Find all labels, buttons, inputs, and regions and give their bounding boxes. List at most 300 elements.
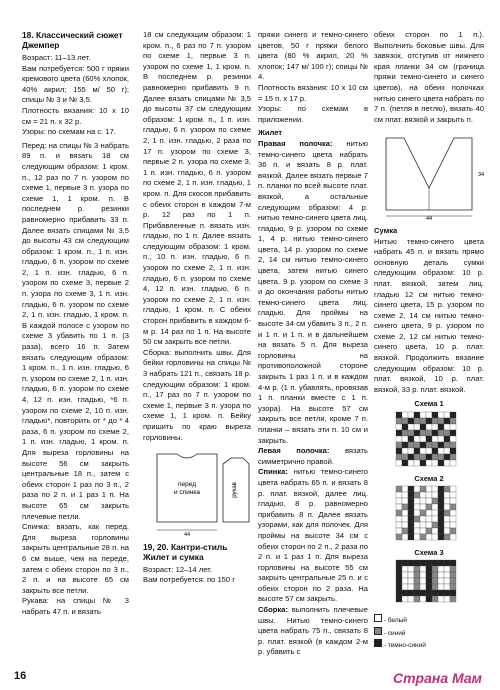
grid-cell: [450, 510, 456, 516]
grid-cell: [438, 424, 444, 430]
grid-cell: [426, 430, 432, 436]
grid-cell: [420, 486, 426, 492]
grid-cell: [426, 566, 432, 572]
grid-cell: [426, 522, 432, 528]
grid-cell: [414, 486, 420, 492]
grid-cell: [414, 454, 420, 460]
grid-cell: [438, 504, 444, 510]
grid-cell: [432, 412, 438, 418]
grid-cell: [408, 418, 414, 424]
grid-cell: [438, 596, 444, 602]
grid-cell: [414, 510, 420, 516]
grid-cell: [450, 534, 456, 540]
grid-cell: [408, 492, 414, 498]
grid-cell: [420, 578, 426, 584]
grid-cell: [432, 486, 438, 492]
grid-cell: [396, 534, 402, 540]
assembly-title: Сборка:: [258, 605, 288, 615]
grid-cell: [438, 578, 444, 584]
grid-cell: [438, 442, 444, 448]
grid-cell: [444, 522, 450, 528]
grid-cell: [450, 572, 456, 578]
grid-cell: [414, 516, 420, 522]
grid-cell: [396, 460, 402, 466]
grid-cell: [420, 454, 426, 460]
grid-cell: [414, 430, 420, 436]
grid-cell: [408, 498, 414, 504]
grid-cell: [444, 492, 450, 498]
grid-cell: [420, 566, 426, 572]
grid-cell: [408, 504, 414, 510]
grid-cell: [444, 460, 450, 466]
grid-cell: [438, 566, 444, 572]
grid-cell: [450, 454, 456, 460]
grid-cell: [408, 424, 414, 430]
grid-cell: [402, 528, 408, 534]
grid-cell: [444, 572, 450, 578]
grid-cell: [450, 460, 456, 466]
grid-cell: [408, 516, 414, 522]
grid-cell: [426, 498, 432, 504]
assembly: Сборка: выполнить швы. Для бейки горловины на спицы № 3 набрать 121 п., связать 18 р. следующим образом: 1 кром. п., 17 раз по 7 п. узором по схеме 1, первые 3 п. узора по схеме 1, 1 кром. п. Бейку пришить по краю выреза горловины.: [143, 347, 251, 442]
grid-cell: [444, 596, 450, 602]
grid-cell: [414, 596, 420, 602]
grid-cell: [414, 460, 420, 466]
grid-cell: [420, 590, 426, 596]
grid-cell: [438, 418, 444, 424]
scheme-1-label: Схема 1: [414, 399, 444, 409]
grid-cell: [402, 424, 408, 430]
grid-cell: [438, 534, 444, 540]
grid-cell: [438, 430, 444, 436]
grid-cell: [432, 424, 438, 430]
legend-white: - белый: [374, 614, 484, 627]
grid-cell: [444, 590, 450, 596]
grid-cell: [450, 504, 456, 510]
grid-cell: [450, 418, 456, 424]
grid-cell: [396, 522, 402, 528]
legend-darkblue: - темно-синий: [374, 639, 484, 652]
grid-cell: [444, 430, 450, 436]
grid-cell: [396, 442, 402, 448]
assembly-2: выполнить плечевые швы. Нитью темно-синего цвета набрать 75 п., связать 8 р. плат. вязкой (в каждом 2-м р. убавить с: [258, 605, 368, 657]
grid-cell: [426, 460, 432, 466]
grid-cell: [396, 578, 402, 584]
grid-cell: [414, 560, 420, 566]
grid-cell: [402, 560, 408, 566]
grid-cell: [414, 442, 420, 448]
back-title: Спинка:: [258, 467, 288, 477]
column-3: [258, 30, 368, 658]
grid-cell: [414, 522, 420, 528]
grid-cell: [438, 528, 444, 534]
grid-cell: [444, 528, 450, 534]
grid-cell: [396, 528, 402, 534]
grid-cell: [414, 590, 420, 596]
grid-cell: [450, 436, 456, 442]
grid-cell: [420, 522, 426, 528]
grid-cell: [420, 498, 426, 504]
vest-schematic: [374, 128, 484, 220]
watermark: Страна Мам: [392, 670, 482, 686]
legend: [374, 614, 484, 652]
bag-text: Нитью темно-синего цвета набрать 45 п. и вязать прямо основную деталь сумки следующим образом: 10 р. плат. вязкой, затем лиц. гладью 12 см нитью темно-синего цвета, 15 р. узором по схеме 2, 14 см нитью темно-синего цвета, 9 р. узором по схеме 2, 12 см нитью темно-синего цвета, 10 р. плат. вязкой. Продолжить вязание следующим образом: 10 р. плат. вязкой, 10 р. плат. вязкой, 33 р. плат. вязкой.: [374, 236, 484, 394]
grid-cell: [420, 560, 426, 566]
grid-cell: [414, 436, 420, 442]
grid-cell: [450, 412, 456, 418]
grid-cell: [426, 436, 432, 442]
grid-cell: [402, 584, 408, 590]
grid-cell: [432, 596, 438, 602]
grid-cell: [426, 492, 432, 498]
grid-cell: [402, 510, 408, 516]
grid-cell: [414, 412, 420, 418]
grid-cell: [438, 412, 444, 418]
grid-cell: [414, 534, 420, 540]
grid-cell: [408, 460, 414, 466]
legend-blue: - синий: [374, 627, 484, 640]
grid-cell: [444, 442, 450, 448]
grid-cell: [450, 578, 456, 584]
grid-cell: [402, 504, 408, 510]
vest-title: Жилет: [258, 128, 283, 138]
grid-cell: [420, 492, 426, 498]
grid-cell: [426, 534, 432, 540]
grid-cell: [432, 504, 438, 510]
grid-cell: [444, 412, 450, 418]
column-4: [374, 30, 484, 652]
grid-cell: [402, 430, 408, 436]
grid-cell: [444, 578, 450, 584]
grid-cell: [438, 584, 444, 590]
grid-cell: [414, 572, 420, 578]
grid-cell: [438, 498, 444, 504]
grid-cell: [396, 504, 402, 510]
grid-cell: [396, 584, 402, 590]
grid-cell: [432, 510, 438, 516]
grid-cell: [444, 584, 450, 590]
grid-cell: [396, 510, 402, 516]
grid-cell: [438, 448, 444, 454]
column-2: [143, 30, 251, 586]
grid-cell: [432, 454, 438, 460]
density-2: Плотность вязания: 10 x 10 см = 15 п. x 17 р.: [258, 82, 368, 103]
diagram-front-label: перед: [177, 481, 197, 489]
grid-cell: [420, 584, 426, 590]
diagram-sleeve-label: рукав: [232, 482, 238, 498]
grid-cell: [396, 436, 402, 442]
grid-cell: [396, 516, 402, 522]
grid-cell: [402, 572, 408, 578]
grid-cell: [396, 590, 402, 596]
grid-cell: [444, 436, 450, 442]
grid-cell: [450, 430, 456, 436]
ties-text: обеих сторон по 1 п.). Выполнить боковые швы. Для завязок, отступив от нижнего края планки 34 см (граница пряжи темно-синего и синего цветов), на обеих полочках нитью синего цвета набрать по 7 п. (петля в петлю), вязать 40 см плат. вязкой и закрыть п.: [374, 30, 484, 124]
grid-cell: [432, 528, 438, 534]
grid-cell: [408, 590, 414, 596]
grid-cell: [420, 418, 426, 424]
grid-cell: [426, 424, 432, 430]
vest-dim-44: 44: [425, 216, 433, 221]
scheme-2-label: Схема 2: [414, 473, 444, 483]
grid-cell: [408, 448, 414, 454]
grid-cell: [414, 528, 420, 534]
age: Возраст: 11–13 лет.: [22, 53, 91, 62]
grid-cell: [396, 448, 402, 454]
grid-cell: [450, 522, 456, 528]
grid-cell: [402, 454, 408, 460]
grid-cell: [432, 448, 438, 454]
scheme-3-grid: [374, 558, 484, 608]
grid-cell: [408, 566, 414, 572]
grid-cell: [408, 596, 414, 602]
grid-cell: [450, 596, 456, 602]
column-1: [22, 30, 129, 617]
grid-cell: [444, 560, 450, 566]
grid-cell: [420, 534, 426, 540]
grid-cell: [420, 448, 426, 454]
grid-cell: [414, 424, 420, 430]
grid-cell: [396, 412, 402, 418]
grid-cell: [426, 578, 432, 584]
grid-cell: [450, 584, 456, 590]
grid-cell: [420, 412, 426, 418]
diagram-back-label: и спинка: [173, 489, 201, 497]
grid-cell: [438, 454, 444, 460]
back: нитью темно-синего цвета набрать 65 п. и вязать 8 р. плат. вязкой, далее лиц. гладью, 8 р. равномерно прибавить 8 п. Далее вязать узорами, как для полочек. Для проймы на высоте 34 см с обеих сторон по 2 п., 2 раза по 2 п. и 1 раз 1 п. Для выреза горловины на высоте 55 см закрыть центральные 25 п. и с обеих сторон по 2 раза. На высоте 57 см закрыть.: [258, 467, 368, 604]
grid-cell: [408, 430, 414, 436]
grid-cell: [402, 498, 408, 504]
grid-cell: [432, 436, 438, 442]
grid-cell: [450, 498, 456, 504]
grid-cell: [414, 578, 420, 584]
grid-cell: [402, 590, 408, 596]
grid-cell: [444, 510, 450, 516]
grid-cell: [426, 510, 432, 516]
grid-cell: [450, 590, 456, 596]
grid-cell: [402, 596, 408, 602]
grid-cell: [426, 418, 432, 424]
sleeve-instructions: Рукава: на спицы № 3 набрать 47 п. и вязать: [22, 596, 129, 616]
grid-cell: [432, 534, 438, 540]
grid-cell: [450, 516, 456, 522]
grid-cell: [402, 492, 408, 498]
grid-cell: [426, 572, 432, 578]
grid-cell: [396, 430, 402, 436]
grid-cell: [414, 498, 420, 504]
grid-cell: [432, 460, 438, 466]
section-title-2: 19, 20. Кантри-стиль Жилет и сумка: [143, 541, 228, 562]
grid-cell: [408, 578, 414, 584]
grid-cell: [420, 436, 426, 442]
grid-cell: [408, 522, 414, 528]
grid-cell: [444, 534, 450, 540]
grid-cell: [402, 566, 408, 572]
grid-cell: [402, 522, 408, 528]
grid-cell: [444, 418, 450, 424]
grid-cell: [420, 516, 426, 522]
grid-cell: [414, 566, 420, 572]
grid-cell: [432, 442, 438, 448]
grid-cell: [432, 516, 438, 522]
grid-cell: [408, 486, 414, 492]
grid-cell: [420, 510, 426, 516]
grid-cell: [408, 436, 414, 442]
grid-cell: [432, 522, 438, 528]
vest-dim-34: 34: [478, 172, 484, 179]
grid-cell: [450, 448, 456, 454]
grid-cell: [444, 486, 450, 492]
grid-cell: [396, 560, 402, 566]
patterns: Узоры: по схемам на с. 17.: [22, 127, 116, 137]
grid-cell: [432, 566, 438, 572]
grid-cell: [450, 566, 456, 572]
grid-cell: [408, 572, 414, 578]
grid-cell: [402, 418, 408, 424]
front-instructions: Перед: на спицы № 3 набрать 89 п. и вязать 18 см следующим образом: 1 кром. п., 12 раз по 7 п. узором по схеме 1, первые 3 п. узора по схеме 1, 1 кром. п. В последнем р. резинки равномерно прибавить 33 п. Далее вязать спицами № 3,5 до высоты 43 см следующим образом: 1 кром. п., 1 п. изн. гладью, 6 п. узором по схеме 2, 1 п. изн. гладью, 6 п. узором по схеме 3, первые 2 п. узора по схеме 3, 1 п. изн. гладью, 6 п. узором по схеме 2, 1 п. изн. гладью, 1 кром. п. В каждой полосе с узором по схеме 3 убавить по 1 п. (3 раза), всего 16 п. Затем вязать следующим образом: 1 кром. п., 1 п. изн. гладью, 6 п. узором по схеме 2, 1 п. изн. гладью, 6 п. узором по схеме 4, 12 п. изн. гладью, *6 п. узором по схеме 2, 10 п. изн. гладью*, повторить от * до * 4 раза, 6 п. узором по схеме 2, 1 п. изн. гладью, 1 кром. п. Для выреза горловины на высоте 56 см закрыть центральные 18 п., затем с обеих сторон 1 раз по 3 п., 2 раза по 2 п. и 1 раз 1 п. На высоте 65 см закрыть плечевые петли.: [22, 140, 129, 521]
grid-cell: [402, 442, 408, 448]
grid-cell: [396, 454, 402, 460]
grid-cell: [402, 516, 408, 522]
grid-cell: [438, 572, 444, 578]
grid-cell: [396, 498, 402, 504]
grid-cell: [432, 430, 438, 436]
grid-cell: [414, 448, 420, 454]
grid-cell: [444, 448, 450, 454]
grid-cell: [408, 510, 414, 516]
grid-cell: [444, 454, 450, 460]
grid-cell: [420, 596, 426, 602]
grid-cell: [432, 584, 438, 590]
grid-cell: [408, 528, 414, 534]
page-number: 16: [14, 670, 27, 682]
grid-cell: [438, 510, 444, 516]
patterns-2: Узоры: по схемам в приложении.: [258, 104, 368, 124]
grid-cell: [426, 454, 432, 460]
grid-cell: [426, 504, 432, 510]
bag-title: Сумка: [374, 225, 398, 235]
grid-cell: [402, 486, 408, 492]
grid-cell: [414, 492, 420, 498]
grid-cell: [426, 528, 432, 534]
grid-cell: [426, 442, 432, 448]
grid-cell: [402, 578, 408, 584]
age-2: Возраст: 12–14 лет.: [143, 564, 212, 574]
grid-cell: [420, 572, 426, 578]
materials-continued: пряжи синего и темно-синего цветов, 50 г пряжи белого цвета (80 % акрил, 20 % хлопок; 147 м/ 100 г); спицы № 4.: [258, 30, 368, 82]
grid-cell: [438, 486, 444, 492]
grid-cell: [402, 436, 408, 442]
grid-cell: [414, 418, 420, 424]
grid-cell: [396, 572, 402, 578]
grid-cell: [438, 436, 444, 442]
grid-cell: [432, 418, 438, 424]
density: Плотность вязания: 10 x 10 см = 21 п. x 32 р.: [22, 105, 129, 126]
left-shelf-title: Левая полочка:: [258, 446, 330, 456]
right-shelf: нитью темно-синего цвета набрать 36 п. и вязать 8 р. плат. вязкой. Далее вязать первые 7 п. планки по всей высоте плат. вязкой, а остальные следующим образом: 4 р. нитью темно-синего цвета лиц. гладью, 9 р. узором по схеме 1, 4 р. нитью темно-синего цвета, 14 р. узором по схеме 2, 14 см нитью темно-синего цвета, затем нитью синего цвета. 9 р. узором по схеме 3 и до окончания работы нитью темно-синего цвета лиц. гладью. Для проймы на высоте 34 см убавить 3 п., 2 п. и 1 п. и 1 п. и в дальнейшем на вязать 5 п. Для выреза горловины на противоположной стороне закрыть 1 раз 1 п. и в каждом 4-м р. (1 п. убавлять, провязав 1 п. планки вместе с 1 п. узора). На высоте 57 см закрыть все петли, кроме 7 п. планки – вязать эти п. 10 см и закрыть.: [258, 138, 368, 445]
grid-cell: [438, 522, 444, 528]
grid-cell: [420, 528, 426, 534]
grid-cell: [432, 492, 438, 498]
grid-cell: [402, 448, 408, 454]
sleeve-continued: 18 см следующим образом: 1 кром. п., 6 раз по 7 п. узором по схеме 1, первые 3 п. узором по схеме 1, 1 кром. п. В последнем р. резинки равномерно прибавить 9 п. Далее вязать спицами № 3,5 до высоты 37 см следующим образом: 1 кром. п., 1 п. изн. гладью, 6 п. узором по схеме 2, 1 п. изн. гладью, 2 раза по 17 п. узором по схеме 3, первые 2 п. узора по схеме 3, 1 п. изн. гладью, 6 п. узором по схеме 2, 1 п. изн. гладью, 1 кром. п. Для скосов прибавить с обеих сторон в каждом 7-м р. 12 раз по 1 п. Прибавленные п. вязать изн. гладью, по 1 п. Далее вязать следующим образом: 1 кром. п., 10 п. изн. гладью, 6 п. узором по схеме 2, 1 п. изн. гладью, 6 п. узором по схеме 4, 12 п. изн. гладью, 6 п. узором по схеме 2, 1 п. изн. гладью, 1 кром. п. С обеих сторон прибавить в каждом 6-м р. 14 раз по 1 п. На высоте 50 см закрыть все петли.: [143, 30, 251, 347]
grid-cell: [408, 560, 414, 566]
grid-cell: [438, 590, 444, 596]
left-shelf: вязать симметрично правой.: [258, 446, 368, 466]
grid-cell: [408, 412, 414, 418]
materials-2: Вам потребуется: по 150 г: [143, 575, 236, 585]
grid-cell: [438, 560, 444, 566]
grid-cell: [426, 584, 432, 590]
grid-cell: [408, 454, 414, 460]
grid-cell: [426, 560, 432, 566]
grid-cell: [444, 498, 450, 504]
scheme-1-grid: [374, 410, 484, 470]
grid-cell: [420, 504, 426, 510]
grid-cell: [396, 424, 402, 430]
grid-cell: [432, 560, 438, 566]
grid-cell: [408, 584, 414, 590]
scheme-3-label: Схема 3: [414, 547, 444, 557]
grid-cell: [420, 442, 426, 448]
materials: Вам потребуется: 500 г пряжи кремового цвета (60% хлопок, 40% акрил; 155 м/ 50 г); спицы № 3 и № 3,5.: [22, 63, 129, 105]
grid-cell: [438, 460, 444, 466]
grid-cell: [408, 442, 414, 448]
grid-cell: [426, 596, 432, 602]
grid-cell: [402, 534, 408, 540]
grid-cell: [432, 572, 438, 578]
grid-cell: [450, 528, 456, 534]
grid-cell: [414, 504, 420, 510]
grid-cell: [402, 412, 408, 418]
section-title: 18. Классический сюжет Джемпер: [22, 30, 123, 50]
grid-cell: [396, 596, 402, 602]
grid-cell: [426, 516, 432, 522]
grid-cell: [426, 590, 432, 596]
grid-cell: [396, 418, 402, 424]
grid-cell: [432, 498, 438, 504]
grid-cell: [444, 566, 450, 572]
scheme-2-grid: [374, 484, 484, 544]
grid-cell: [450, 442, 456, 448]
grid-cell: [414, 584, 420, 590]
grid-cell: [444, 504, 450, 510]
grid-cell: [396, 566, 402, 572]
grid-cell: [396, 492, 402, 498]
grid-cell: [432, 578, 438, 584]
grid-cell: [444, 516, 450, 522]
grid-cell: [438, 516, 444, 522]
right-shelf-title: Правая полочка:: [258, 138, 333, 148]
grid-cell: [450, 424, 456, 430]
diagram-dim-44: 44: [183, 532, 191, 537]
grid-cell: [420, 424, 426, 430]
jumper-schematic: [143, 446, 251, 536]
grid-cell: [444, 424, 450, 430]
grid-cell: [396, 486, 402, 492]
grid-cell: [450, 486, 456, 492]
grid-cell: [438, 492, 444, 498]
grid-cell: [450, 560, 456, 566]
grid-cell: [420, 430, 426, 436]
grid-cell: [426, 448, 432, 454]
grid-cell: [426, 486, 432, 492]
grid-cell: [432, 590, 438, 596]
grid-cell: [450, 492, 456, 498]
grid-cell: [426, 412, 432, 418]
grid-cell: [420, 460, 426, 466]
grid-cell: [402, 460, 408, 466]
